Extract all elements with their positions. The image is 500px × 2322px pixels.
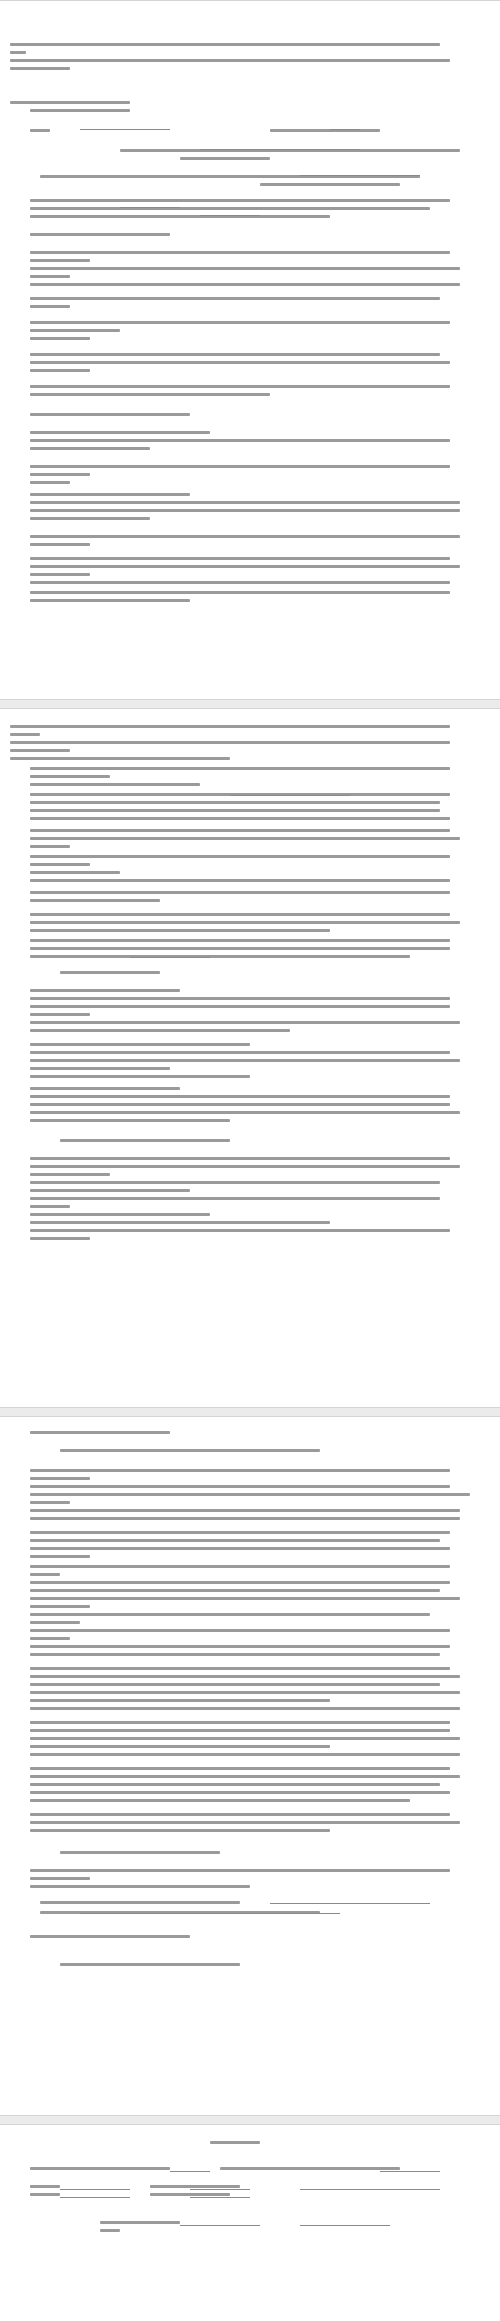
text-line: [30, 361, 450, 364]
fill-in-blank: [190, 2197, 250, 2198]
text-line: [30, 1605, 90, 1608]
text-line: [30, 1119, 230, 1122]
text-line: [40, 1901, 240, 1904]
text-line: [30, 1075, 250, 1078]
text-line: [30, 1767, 450, 1770]
text-line: [30, 297, 440, 300]
text-line: [30, 1721, 450, 1724]
text-line: [30, 1213, 210, 1216]
text-line: [10, 59, 450, 62]
text-line: [30, 439, 450, 442]
text-line: [30, 1753, 460, 1756]
text-line: [30, 1181, 440, 1184]
text-line: [30, 801, 440, 804]
text-line: [30, 199, 450, 202]
document-page: [0, 0, 500, 700]
fill-in-blank: [80, 1913, 340, 1914]
text-line: [30, 573, 90, 576]
text-line: [30, 767, 450, 770]
text-line: [30, 1485, 450, 1488]
text-line: [30, 543, 90, 546]
text-line: [30, 465, 450, 468]
page-text-block: [0, 1, 500, 699]
text-line: [30, 329, 120, 332]
text-line: [30, 1565, 450, 1568]
text-line: [30, 337, 90, 340]
text-line: [30, 259, 90, 262]
text-line: [30, 1477, 90, 1480]
text-line: [30, 939, 450, 942]
text-line: [30, 1821, 460, 1824]
text-line: [30, 1087, 180, 1090]
text-line: [30, 1799, 410, 1802]
text-line: [30, 2185, 60, 2188]
text-line: [30, 989, 180, 992]
text-line: [30, 535, 460, 538]
text-line: [30, 1013, 90, 1016]
text-line: [30, 447, 150, 450]
text-line: [30, 207, 430, 210]
fill-in-blank: [200, 149, 360, 150]
text-line: [30, 431, 210, 434]
text-line: [30, 1517, 460, 1520]
text-line: [30, 1783, 440, 1786]
text-line: [30, 855, 450, 858]
text-line: [30, 473, 90, 476]
document-page: [0, 2124, 500, 2322]
text-line: [30, 1501, 70, 1504]
text-line: [30, 509, 460, 512]
text-line: [30, 921, 460, 924]
text-line: [30, 1645, 450, 1648]
text-line: [10, 51, 26, 54]
text-line: [30, 501, 460, 504]
text-line: [30, 1581, 450, 1584]
text-line: [30, 1813, 450, 1816]
text-line: [30, 891, 450, 894]
text-line: [30, 1431, 170, 1434]
text-line: [30, 871, 120, 874]
text-line: [10, 725, 450, 728]
fill-in-blank: [60, 2189, 130, 2190]
text-line: [30, 1667, 450, 1670]
text-line: [30, 565, 460, 568]
text-line: [30, 305, 70, 308]
text-line: [30, 1729, 450, 1732]
page-text-block: [0, 709, 500, 1407]
text-line: [30, 1005, 450, 1008]
text-line: [30, 1613, 430, 1616]
text-line: [30, 109, 130, 112]
text-line: [30, 1221, 330, 1224]
text-line: [30, 369, 90, 372]
text-line: [30, 1469, 450, 1472]
text-line: [30, 1737, 460, 1740]
text-line: [30, 385, 450, 388]
text-line: [30, 947, 450, 950]
text-line: [30, 283, 460, 286]
text-line: [30, 1189, 190, 1192]
text-line: [30, 581, 450, 584]
text-line: [60, 1963, 240, 1966]
text-line: [10, 733, 40, 736]
text-line: [30, 1869, 450, 1872]
page-text-block: [0, 2125, 500, 2321]
text-line: [30, 1095, 450, 1098]
text-line: [30, 1791, 450, 1794]
text-line: [10, 43, 440, 46]
text-line: [220, 2167, 400, 2170]
text-line: [30, 1597, 460, 1600]
text-line: [30, 517, 150, 520]
text-line: [30, 997, 450, 1000]
text-line: [30, 1237, 90, 1240]
text-line: [150, 2185, 240, 2188]
text-line: [260, 183, 400, 186]
text-line: [30, 1935, 190, 1938]
text-line: [30, 251, 450, 254]
text-line: [30, 1531, 450, 1534]
text-line: [10, 741, 450, 744]
text-line: [30, 591, 450, 594]
text-line: [30, 1699, 330, 1702]
fill-in-blank: [300, 2189, 440, 2190]
text-line: [270, 129, 380, 132]
text-line: [60, 1851, 220, 1854]
text-line: [30, 817, 450, 820]
text-line: [30, 557, 450, 560]
text-line: [30, 1653, 440, 1656]
text-line: [30, 1775, 460, 1778]
text-line: [30, 1173, 110, 1176]
fill-in-blank: [230, 795, 350, 796]
text-line: [30, 1067, 170, 1070]
text-line: [30, 1043, 250, 1046]
text-line: [30, 1111, 460, 1114]
fill-in-blank: [180, 2225, 260, 2226]
text-line: [10, 757, 230, 760]
text-line: [30, 1165, 460, 1168]
text-line: [30, 1691, 460, 1694]
text-line: [30, 1029, 290, 1032]
text-line: [100, 2229, 120, 2232]
text-line: [30, 1745, 330, 1748]
text-line: [30, 233, 170, 236]
fill-in-blank: [200, 215, 260, 216]
text-line: [30, 1493, 470, 1496]
text-line: [30, 809, 440, 812]
text-line: [30, 599, 190, 602]
document-page: [0, 708, 500, 1408]
fill-in-blank: [130, 957, 210, 958]
text-line: [30, 1205, 70, 1208]
text-line: [30, 129, 50, 132]
text-line: [30, 955, 410, 958]
text-line: [30, 1059, 460, 1062]
text-line: [30, 413, 190, 416]
text-line: [30, 1573, 60, 1576]
text-line: [60, 1449, 320, 1452]
text-line: [30, 393, 270, 396]
text-line: [30, 879, 450, 882]
text-line: [30, 1629, 450, 1632]
text-line: [60, 971, 160, 974]
text-line: [30, 1707, 460, 1710]
text-line: [100, 2221, 180, 2224]
text-line: [180, 157, 270, 160]
text-line: [10, 749, 70, 752]
fill-in-blank: [270, 1903, 430, 1904]
fill-in-blank: [120, 207, 180, 208]
fill-in-blank: [60, 2197, 130, 2198]
text-line: [30, 899, 160, 902]
text-line: [30, 267, 460, 270]
text-line: [30, 1621, 80, 1624]
text-line: [30, 1539, 440, 1542]
text-line: [30, 929, 330, 932]
text-line: [30, 1103, 450, 1106]
text-line: [30, 1885, 250, 1888]
text-line: [30, 1197, 440, 1200]
fill-in-blank: [80, 129, 170, 130]
text-line: [150, 2193, 230, 2196]
fill-in-blank: [330, 129, 360, 130]
page-text-block: [0, 1417, 500, 2115]
document-page: [0, 1416, 500, 2116]
fill-in-blank: [300, 2225, 390, 2226]
text-line: [30, 275, 70, 278]
text-line: [30, 913, 450, 916]
text-line: [30, 1675, 460, 1678]
text-line: [30, 1157, 450, 1160]
text-line: [30, 1877, 90, 1880]
text-line: [30, 829, 450, 832]
text-line: [30, 493, 190, 496]
text-line: [30, 215, 330, 218]
text-line: [30, 845, 70, 848]
text-line: [30, 783, 200, 786]
text-line: [30, 1589, 440, 1592]
fill-in-blank: [190, 2189, 250, 2190]
text-line: [60, 1139, 230, 1142]
text-line: [30, 1051, 450, 1054]
text-line: [30, 1509, 460, 1512]
text-line: [30, 1829, 330, 1832]
text-line: [30, 1555, 90, 1558]
text-line: [30, 1547, 450, 1550]
fill-in-blank: [300, 175, 420, 176]
text-line: [210, 2141, 260, 2144]
text-line: [30, 837, 460, 840]
fill-in-blank: [170, 2171, 210, 2172]
text-line: [30, 2193, 60, 2196]
text-line: [30, 321, 450, 324]
text-line: [30, 863, 90, 866]
text-line: [30, 775, 110, 778]
text-line: [30, 1229, 450, 1232]
fill-in-blank: [380, 2171, 440, 2172]
text-line: [30, 353, 440, 356]
text-line: [30, 1637, 70, 1640]
text-line: [30, 481, 70, 484]
text-line: [30, 1683, 440, 1686]
text-line: [10, 67, 70, 70]
text-line: [30, 2167, 170, 2170]
text-line: [30, 1021, 460, 1024]
text-line: [10, 101, 130, 104]
